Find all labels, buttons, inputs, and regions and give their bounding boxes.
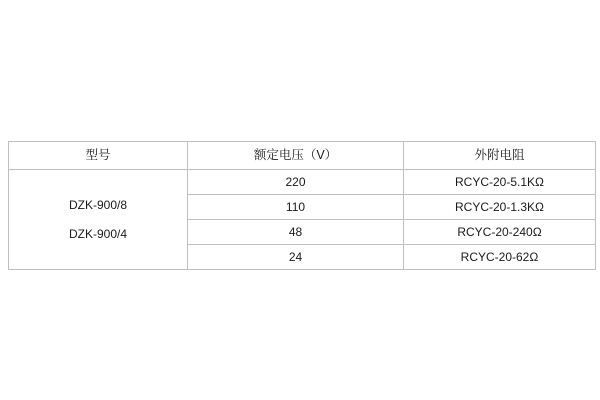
voltage-value: 24 <box>188 245 404 270</box>
column-header-model: 型号 <box>9 142 188 170</box>
model-cell <box>9 170 188 270</box>
voltage-value: 110 <box>188 195 404 220</box>
column-header-external-resistor: 外附电阻 <box>404 142 596 170</box>
resistor-value: RCYC-20-240Ω <box>404 220 596 245</box>
table-header-row <box>9 142 596 170</box>
specification-table <box>8 141 596 270</box>
resistor-value: RCYC-20-5.1KΩ <box>404 170 596 195</box>
resistor-value: RCYC-20-1.3KΩ <box>404 195 596 220</box>
table-row <box>9 170 596 195</box>
model-line-2: DZK-900/4 <box>68 226 128 241</box>
model-line-1: DZK-900/8 <box>68 197 128 212</box>
resistor-value: RCYC-20-62Ω <box>404 245 596 270</box>
voltage-value: 48 <box>188 220 404 245</box>
voltage-value: 220 <box>188 170 404 195</box>
column-header-rated-voltage: 额定电压（V） <box>188 142 404 170</box>
